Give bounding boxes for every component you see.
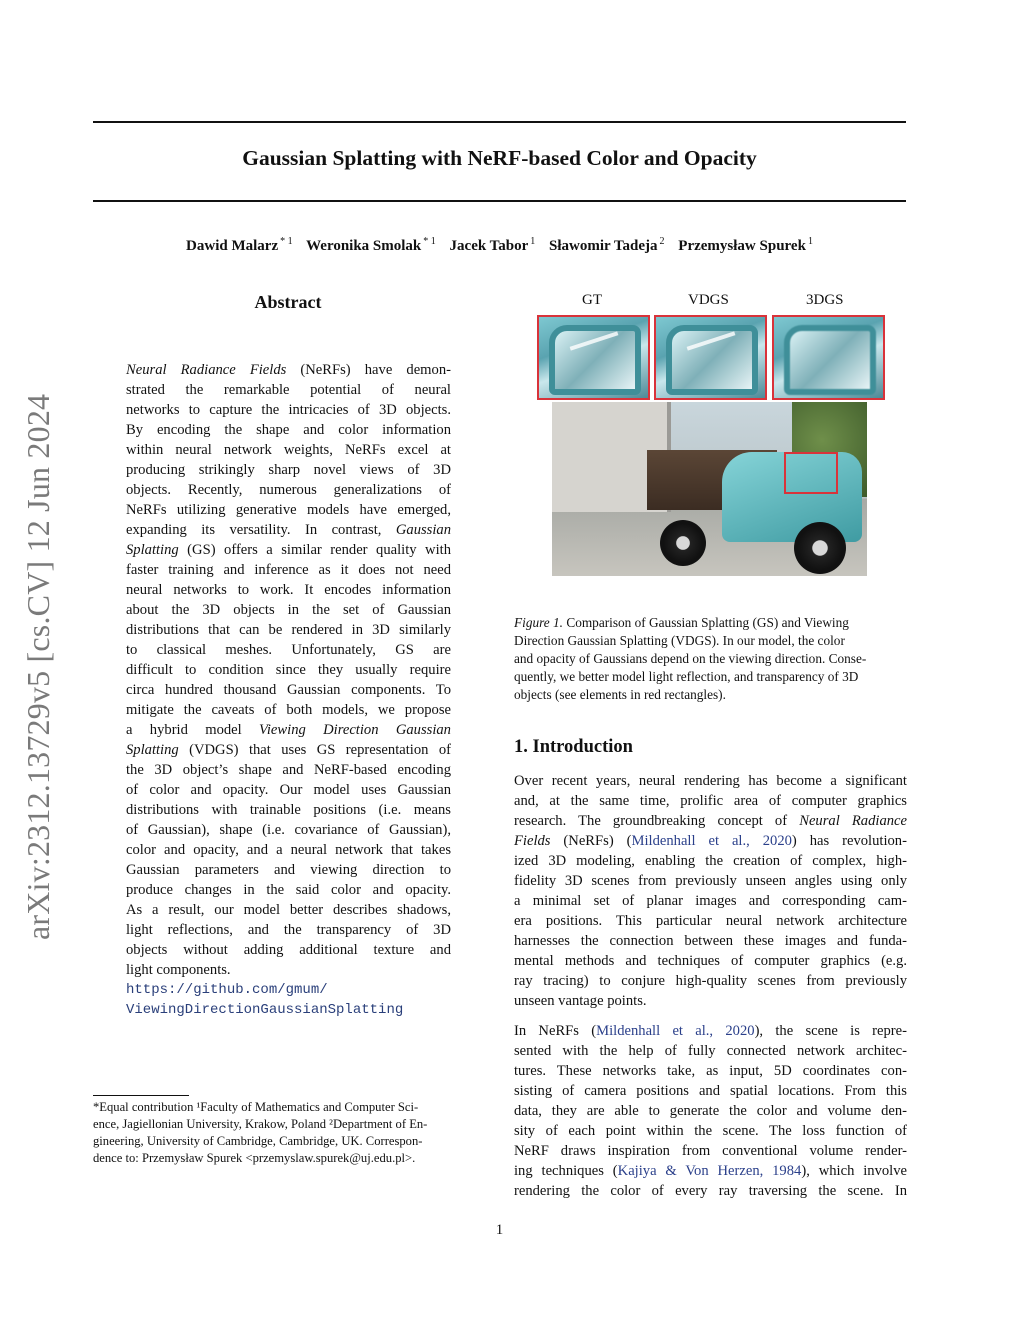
body-line: Over recent years, neural rendering has become a significant bbox=[514, 773, 907, 789]
body-line: In NeRFs (Mildenhall et al., 2020), the scene is repre- bbox=[514, 1023, 907, 1039]
abstract-line: Splatting (VDGS) that uses GS representation of bbox=[126, 742, 451, 758]
body-line: mental methods and techniques of computer graphics (e.g. bbox=[514, 953, 907, 969]
footnote-line: *Equal contribution ¹Faculty of Mathematics and Computer Sci- bbox=[93, 1100, 419, 1114]
author-name: Jacek Tabor bbox=[449, 238, 529, 254]
abstract-line: mitigate the caveats of both models, we propose bbox=[126, 702, 451, 718]
citation-link[interactable]: Kajiya & Von Herzen, 1984 bbox=[617, 1163, 802, 1179]
label-vdgs: VDGS bbox=[688, 292, 729, 308]
abstract-line: about the 3D objects in the set of Gaussian bbox=[126, 602, 451, 618]
abstract-line: As a result, our model better describes shadows, bbox=[126, 902, 451, 918]
abstract-line: to classical meshes. Unfortunately, GS are bbox=[126, 642, 451, 658]
body-line: ing techniques (Kajiya & Von Herzen, 1984), which involve bbox=[514, 1163, 908, 1179]
abstract-line: objects without adding additional texture and bbox=[126, 942, 451, 958]
title-bottom-rule bbox=[93, 200, 906, 202]
body-line: and, at the same time, prolific area of computer graphics bbox=[514, 793, 907, 809]
abstract-heading: Abstract bbox=[254, 292, 322, 312]
caption-line: objects (see elements in red rectangles). bbox=[514, 687, 726, 702]
abstract-line: Gaussian parameters and viewing direction to bbox=[126, 862, 451, 878]
abstract-body bbox=[126, 360, 451, 1020]
abstract-line: difficult to condition since they usually require bbox=[126, 662, 451, 678]
abstract-line: light reflections, and the transparency of 3D bbox=[126, 922, 451, 938]
abstract-line: the 3D object’s shape and NeRF-based encoding bbox=[126, 762, 451, 778]
github-link-continued[interactable]: ViewingDirectionGaussianSplatting bbox=[126, 1002, 404, 1018]
author-name: Sławomir Tadeja bbox=[549, 238, 658, 254]
abstract-line: a hybrid model Viewing Direction Gaussian bbox=[126, 722, 451, 738]
footnote-line: gineering, University of Cambridge, Cambridge, UK. Correspon- bbox=[93, 1134, 423, 1148]
abstract-line: objects. Recently, numerous generalizations of bbox=[126, 482, 451, 498]
abstract-line: produce changes in the said color and opacity. bbox=[126, 882, 451, 898]
author-affiliation: * 1 bbox=[280, 236, 293, 247]
abstract-line: of Gaussian), shape (i.e. covariance of Gaussian), bbox=[126, 822, 451, 838]
abstract-line: producing strikingly sharp novel views of 3D bbox=[126, 462, 451, 478]
caption-line: and opacity of Gaussians depend on the viewing direction. Conse- bbox=[514, 651, 867, 666]
body-line: sisting of camera positions and spatial locations. From this bbox=[514, 1083, 907, 1099]
abstract-line: light components. bbox=[126, 962, 231, 978]
abstract-line: strated the remarkable potential of neural bbox=[126, 382, 451, 398]
vdgs-crop-image bbox=[654, 315, 767, 400]
body-line: unseen vantage points. bbox=[514, 993, 647, 1009]
citation-link[interactable]: Mildenhall et al., 2020 bbox=[596, 1023, 755, 1039]
top-rule bbox=[93, 121, 906, 123]
footnote-line: ence, Jagiellonian University, Krakow, Poland ²Department of En- bbox=[93, 1117, 428, 1131]
abstract-line: neural networks to work. It encodes information bbox=[126, 582, 451, 598]
highlight-rectangle bbox=[784, 452, 838, 494]
abstract-line: NeRFs utilizing generative models have emerged, bbox=[126, 502, 451, 518]
section-heading-introduction: 1. Introduction bbox=[514, 737, 633, 757]
body-line: tures. These networks take, as input, 5D coordinates con- bbox=[514, 1063, 907, 1079]
citation-link[interactable]: Mildenhall et al., 2020 bbox=[631, 833, 792, 849]
abstract-line: Splatting (GS) offers a similar render quality with bbox=[126, 542, 451, 558]
caption-line: quently, we better model light reflection, and transparency of 3D bbox=[514, 669, 859, 684]
author-affiliation: * 1 bbox=[423, 236, 436, 247]
abstract-line: faster training and inference as it does not need bbox=[126, 562, 451, 578]
author-affiliation: 1 bbox=[530, 236, 536, 247]
body-line: rendering the color of every ray traversing the scene. In bbox=[514, 1183, 907, 1199]
author-affiliation: 1 bbox=[807, 236, 813, 247]
github-link[interactable]: https://github.com/gmum/ bbox=[126, 982, 328, 998]
abstract-line: expanding its versatility. In contrast, Gaussian bbox=[126, 522, 451, 538]
author-name: Weronika Smolak bbox=[306, 238, 422, 254]
abstract-line: within neural network weights, NeRFs excel at bbox=[126, 442, 451, 458]
abstract-line: networks to capture the intricacies of 3D objects. bbox=[126, 402, 451, 418]
abstract-line: distributions with trainable positions (i.e. means bbox=[126, 802, 451, 818]
body-line: data, they are able to generate the color and volume den- bbox=[514, 1103, 907, 1119]
author-name: Przemysław Spurek bbox=[678, 238, 806, 254]
abstract-line: By encoding the shape and color information bbox=[126, 422, 451, 438]
abstract-line: color and opacity, and a neural network that takes bbox=[126, 842, 451, 858]
author-name: Dawid Malarz bbox=[186, 238, 279, 254]
label-gt: GT bbox=[582, 292, 602, 308]
body-line: sity of each point within the scene. The loss function of bbox=[514, 1123, 907, 1139]
body-line: ized 3D modeling, enabling the creation of complex, high- bbox=[514, 853, 907, 869]
body-line: harnesses the connection between these images and funda- bbox=[514, 933, 907, 949]
abstract-line: Neural Radiance Fields (NeRFs) have demon- bbox=[126, 362, 451, 378]
page-number: 1 bbox=[495, 1222, 504, 1238]
abstract-line: circa hundred thousand Gaussian components. To bbox=[126, 682, 451, 698]
caption-line: Direction Gaussian Splatting (VDGS). In our model, the color bbox=[514, 633, 845, 648]
author-list bbox=[93, 236, 906, 255]
body-line: ray tracing) to conjure high-quality scenes from previously bbox=[514, 973, 907, 989]
footnote-line: dence to: Przemysław Spurek <przemyslaw.spurek@uj.edu.pl>. bbox=[93, 1151, 416, 1165]
figure-caption bbox=[514, 614, 907, 704]
body-line: Fields (NeRFs) (Mildenhall et al., 2020) has revolution- bbox=[514, 833, 907, 849]
paper-title: Gaussian Splatting with NeRF-based Color and Opacity bbox=[242, 146, 757, 170]
intro-paragraph-2 bbox=[514, 1021, 907, 1201]
footnote-rule bbox=[93, 1095, 189, 1096]
intro-paragraph-1 bbox=[514, 771, 907, 1011]
body-line: era positions. This particular neural network architecture bbox=[514, 913, 907, 929]
arxiv-identifier: arXiv:2312.13729v5 [cs.CV] 12 Jun 2024 bbox=[20, 393, 56, 940]
caption-line: Figure 1. Comparison of Gaussian Splatting (GS) and Viewing bbox=[514, 615, 849, 630]
body-line: sented with the help of fully connected network architec- bbox=[514, 1043, 907, 1059]
author-affiliation: 2 bbox=[659, 236, 665, 247]
truck-scene-image bbox=[552, 402, 867, 576]
abstract-line: of color and opacity. Our model uses Gaussian bbox=[126, 782, 451, 798]
3dgs-crop-image bbox=[772, 315, 885, 400]
label-3dgs: 3DGS bbox=[806, 292, 844, 308]
abstract-line: distributions that can be rendered in 3D similarly bbox=[126, 622, 451, 638]
body-line: NeRF draws inspiration from conventional volume render- bbox=[514, 1143, 907, 1159]
gt-crop-image bbox=[537, 315, 650, 400]
body-line: research. The groundbreaking concept of Neural Radiance bbox=[514, 813, 907, 829]
body-line: fidelity 3D scenes from previously unseen angles using only bbox=[514, 873, 907, 889]
body-line: a minimal set of planar images and corresponding cam- bbox=[514, 893, 907, 909]
footnote bbox=[93, 1099, 486, 1167]
